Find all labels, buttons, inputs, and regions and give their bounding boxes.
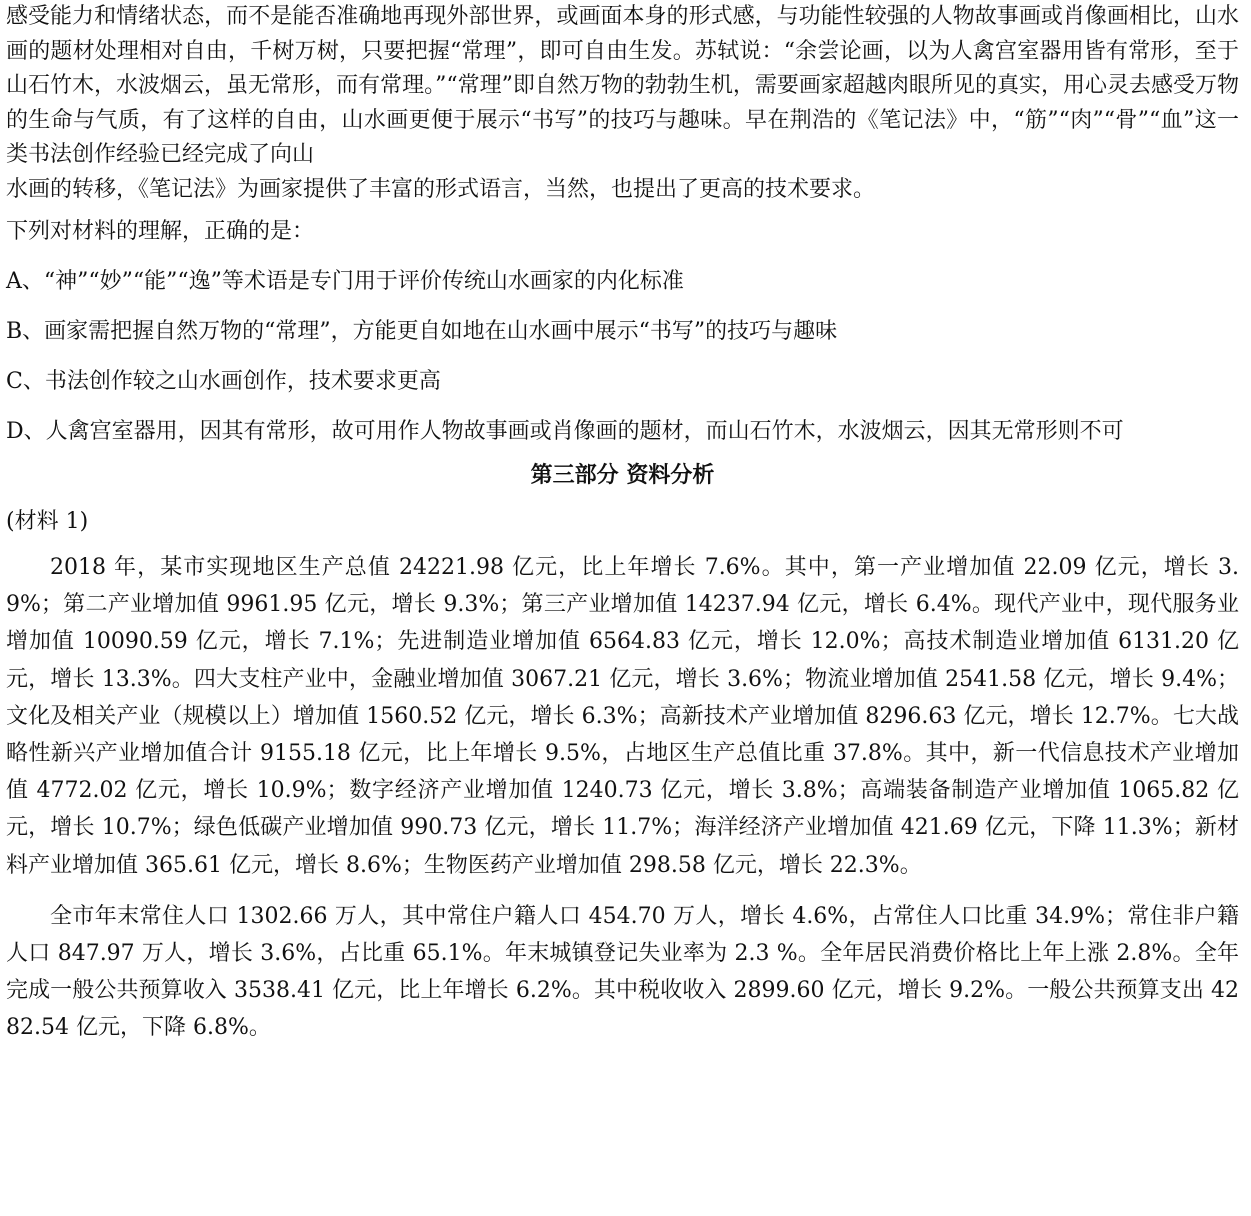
section-title: 第三部分 资料分析 [530, 463, 715, 488]
passage-continuation: 感受能力和情绪状态，而不是能否准确地再现外部世界，或画面本身的形式感，与功能性较强的人物故事画或肖像画相比，山水画的题材处理相对自由，千树万树，只要把握“常理”，即可自由生发。苏轼说：“余尝论画，以为人禽宫室器用皆有常形，至于山石竹木，水波烟云，虽无常形，而有常理。”“常理”即自然万物的勃勃生机，需要画家超越肉眼所见的真实，用心灵去感受万物的生命与气质，有了这样的自由，山水画更便于展示“书写”的技巧与趣味。早在荆浩的《笔记法》中，“筋”“肉”“骨”“血”这一类书法创作经验已经完成了向山 [6, 4, 1239, 167]
material-paragraph-1: 2018 年，某市实现地区生产总值 24221.98 亿元，比上年增长 7.6%。其中，第一产业增加值 22.09 亿元，增长 3.9%；第二产业增加值 9961.95 亿元，增长 9.3%；第三产业增加值 14237.94 亿元，增长 6.4%。现代产业中，现代服务业增加值 10090.59 亿元，增长 7.1%；先进制造业增加值 6564.83 亿元，增长 12.0%；高技术制造业增加值 6131.20 亿元，增长 13.3%。四大支柱产业中，金融业增加值 3067.21 亿元，增长 3.6%；物流业增加值 2541.58 亿元，增长 9.4%；文化及相关产业（规模以上）增加值 1560.52 亿元，增长 6.3%；高新技术产业增加值 8296.63 亿元，增长 12.7%。七大战略性新兴产业增加值合计 9155.18 亿元，比上年增长 9.5%，占地区生产总值比重 37.8%。其中，新一代信息技术产业增加值 4772.02 亿元，增长 10.9%；数字经济产业增加值 1240.73 亿元，增长 3.8%；高端装备制造产业增加值 1065.82 亿元，增长 10.7%；绿色低碳产业增加值 990.73 亿元，增长 11.7%；海洋经济产业增加值 421.69 亿元，下降 11.3%；新材料产业增加值 365.61 亿元，增长 8.6%；生物医药产业增加值 298.58 亿元，增长 22.3%。 [6, 555, 1239, 878]
material-label: (材料 1) [6, 509, 89, 534]
option-a[interactable]: A、“神”“妙”“能”“逸”等术语是专门用于评价传统山水画家的内化标准 [6, 269, 684, 294]
option-d[interactable]: D、人禽宫室器用，因其有常形，故可用作人物故事画或肖像画的题材，而山石竹木，水波烟云，因其无常形则不可 [6, 419, 1124, 444]
passage-tail: 水画的转移，《笔记法》为画家提供了丰富的形式语言，当然，也提出了更高的技术要求。 [6, 176, 876, 202]
question-prompt: 下列对材料的理解，正确的是： [6, 219, 315, 244]
option-c[interactable]: C、书法创作较之山水画创作，技术要求更高 [6, 369, 441, 394]
material-paragraph-2: 全市年末常住人口 1302.66 万人，其中常住户籍人口 454.70 万人，增长 4.6%，占常住人口比重 34.9%；常住非户籍人口 847.97 万人，增长 3.6%，占比重 65.1%。年末城镇登记失业率为 2.3 %。全年居民消费价格比上年上涨 2.8%。全年完成一般公共预算收入 3538.41 亿元，比上年增长 6.2%。其中税收收入 2899.60 亿元，增长 9.2%。一般公共预算支出 4282.54 亿元，下降 6.8%。 [6, 903, 1239, 1041]
option-b[interactable]: B、画家需把握自然万物的“常理”，方能更自如地在山水画中展示“书写”的技巧与趣味 [6, 319, 838, 344]
